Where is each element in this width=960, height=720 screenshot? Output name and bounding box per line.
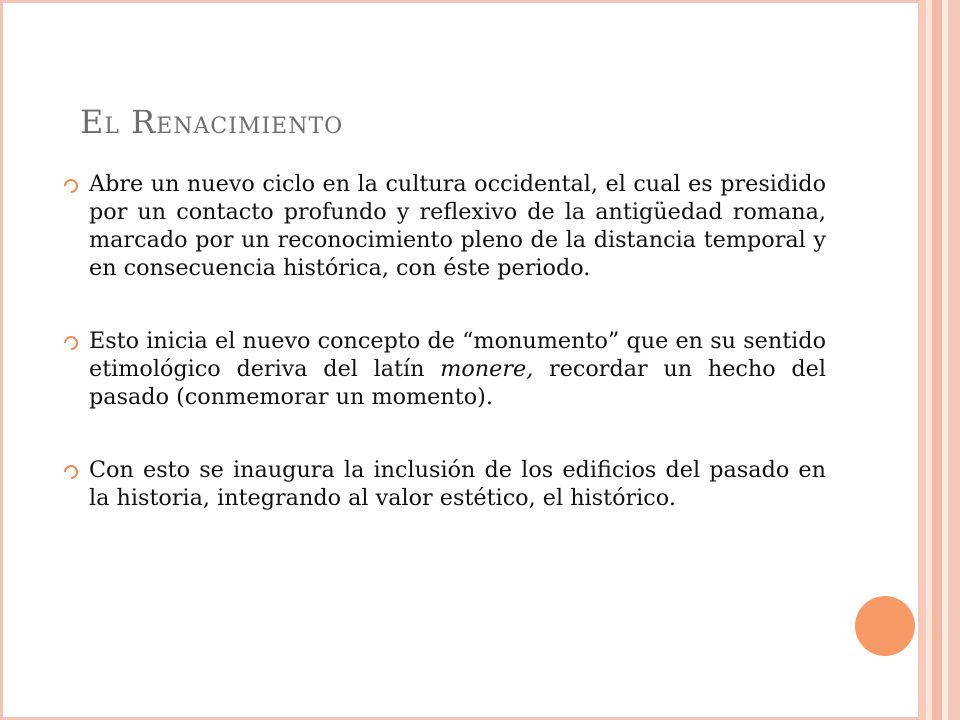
slide-title: El Renacimiento — [80, 103, 344, 141]
bullet-text-part: Esto inicia el nuevo concepto de “monumento” que en su sentido etimológico deriva del latín — [89, 328, 826, 382]
bullet-text — [89, 327, 826, 411]
decor-stripe — [948, 0, 960, 720]
bullet-item — [64, 170, 826, 282]
accent-circle — [855, 596, 915, 656]
bullet-item — [64, 456, 826, 512]
bullet-list — [64, 170, 826, 557]
bullet-text: Con esto se inaugura la inclusión de los edificios del pasado en la historia, integrando al valor estético, el histórico. — [89, 457, 826, 511]
decor-stripe — [932, 0, 942, 720]
bullet-ring-icon — [61, 333, 81, 353]
decor-stripe — [918, 0, 926, 720]
latin-term: monere, — [440, 356, 534, 382]
bullet-text: Abre un nuevo ciclo en la cultura occidental, el cual es presidido por un contacto profundo y reflexivo de la antigüedad romana, marcado por un reconocimiento pleno de la distancia temporal y en consecuencia histórica, con éste periodo. — [89, 171, 826, 281]
bullet-item — [64, 327, 826, 411]
bullet-ring-icon — [61, 176, 81, 196]
bullet-ring-icon — [61, 462, 81, 482]
bullet-text-part: recordar un hecho del pasado (conmemorar un momento). — [89, 356, 826, 410]
